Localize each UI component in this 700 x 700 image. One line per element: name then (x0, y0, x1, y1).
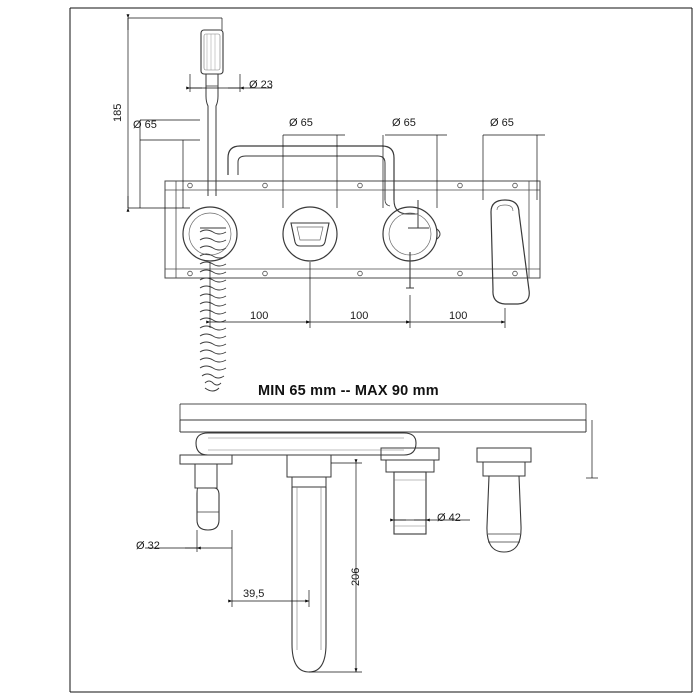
dim-label-dia-65-a: Ø 65 (133, 119, 157, 131)
wall-surface (180, 420, 586, 432)
min-max-note: MIN 65 mm -- MAX 90 mm (258, 383, 439, 399)
dim-label-185: 185 (112, 103, 124, 122)
dim-label-206: 206 (350, 567, 362, 586)
cartridge-body-side (381, 448, 439, 534)
dim-label-dia-32: Ø 32 (136, 540, 160, 552)
lever-handle (491, 200, 529, 304)
dim-label-dia-23: Ø 23 (249, 79, 273, 91)
spout-body-side (196, 433, 416, 455)
dim-label-100-b: 100 (350, 310, 369, 322)
dim-label-dia-65-b: Ø 65 (289, 117, 313, 129)
dimension-lines-front (128, 18, 545, 328)
shower-outlet-side (180, 455, 232, 530)
dim-label-39-5: 39,5 (243, 588, 265, 600)
diverter-escutcheon (283, 207, 337, 261)
diverter-body-side (287, 455, 331, 672)
side-section-view (145, 404, 598, 672)
dim-label-100-c: 100 (449, 310, 468, 322)
shower-outlet-escutcheon (183, 207, 237, 261)
dim-label-dia-42: Ø 42 (437, 512, 461, 524)
bath-spout-front (228, 146, 429, 228)
dim-label-100-a: 100 (250, 310, 269, 322)
lever-body-side (477, 448, 531, 552)
sheet-border (70, 8, 692, 692)
dim-label-dia-65-c: Ø 65 (392, 117, 416, 129)
control-escutcheon (383, 207, 440, 288)
front-elevation-view (128, 18, 545, 391)
dim-label-dia-65-d: Ø 65 (490, 117, 514, 129)
mounting-rail (165, 181, 540, 278)
dimension-lines-side (145, 404, 598, 672)
